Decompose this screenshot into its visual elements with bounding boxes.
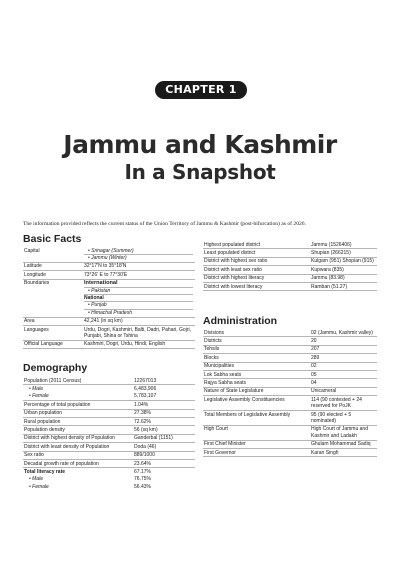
row-value: 114 (90 contested + 24 reserved for PoJK xyxy=(308,396,377,411)
row-value: 67.17% xyxy=(134,468,151,475)
national-himachal: • Himachal Pradesh xyxy=(88,309,132,316)
page-subtitle: In a Snapshot xyxy=(124,160,276,184)
row-value: 20 xyxy=(308,337,377,345)
boundaries-label: Boundaries xyxy=(23,279,81,317)
chapter-badge: CHAPTER 1 xyxy=(155,81,247,99)
demography-heading: Demography xyxy=(23,362,88,374)
demography-table xyxy=(23,377,195,490)
row-label: Latitude xyxy=(23,262,81,270)
table-row xyxy=(203,282,377,290)
row-value: Unicameral xyxy=(308,387,377,395)
row-label: Decadal growth rate of population xyxy=(23,459,131,467)
row-label: Population (2011 Census) xyxy=(23,377,131,385)
row-value: 76.75% xyxy=(134,476,151,483)
row-value: 05 xyxy=(308,370,377,378)
table-row xyxy=(203,266,377,274)
boundaries-values xyxy=(81,279,195,317)
table-row xyxy=(203,241,377,249)
table-row xyxy=(203,440,377,448)
row-value: 02 (Jammu, Kashmir valley) xyxy=(308,329,377,337)
table-row xyxy=(23,401,195,409)
row-label: Sex ratio xyxy=(23,451,131,459)
row-value: Kupwara (835) xyxy=(308,266,377,274)
row-value: 73°26' E to 77°30'E xyxy=(81,271,195,279)
table-row xyxy=(203,379,377,387)
table-row xyxy=(23,417,195,425)
row-value: 5,783,107 xyxy=(131,393,195,401)
row-value: 289 xyxy=(308,354,377,362)
table-row xyxy=(23,476,195,483)
row-value: Ganderbal (1151) xyxy=(131,434,195,442)
row-label: Languages xyxy=(23,325,81,340)
row-label: District with highest density of Population xyxy=(23,434,131,442)
row-label: Blocks xyxy=(203,354,308,362)
row-label: Divisions xyxy=(203,329,308,337)
row-label: Highest populated district xyxy=(203,241,308,249)
administration-table xyxy=(203,329,377,457)
table-row xyxy=(23,468,195,476)
table-row xyxy=(23,377,195,385)
table-row xyxy=(203,362,377,370)
row-value: Shupian (266215) xyxy=(308,249,377,257)
row-label: First Governor xyxy=(203,448,308,456)
row-label: District with lowest literacy xyxy=(203,282,308,290)
table-row xyxy=(23,325,195,340)
row-value: Ghulam Mohammad Sadiq xyxy=(308,440,377,448)
international-label: International xyxy=(84,280,193,287)
table-row xyxy=(23,262,195,270)
row-value: 04 xyxy=(308,379,377,387)
row-value: 12267013 xyxy=(131,377,195,385)
table-row xyxy=(203,329,377,337)
intro-text: The information provided reflects the current status of the Union Territory of Jammu & Kashmir (post-bifurcation) as of 2026. xyxy=(23,221,307,227)
row-value: 6,483,906 xyxy=(134,385,157,392)
row-label: District with least density of Population xyxy=(23,443,131,451)
row-value: Urdu, Dogri, Kashmiri, Balti, Dadri, Pahari, Gojri, Punjabi, Shina or Tshina xyxy=(81,325,195,340)
row-label: Tehsils xyxy=(203,345,308,353)
row-value: 56 (sq km) xyxy=(131,426,195,434)
page-title: Jammu and Kashmir xyxy=(63,130,337,159)
table-row xyxy=(23,483,195,490)
row-label: Rural population xyxy=(23,417,131,425)
row-value: 02 xyxy=(308,362,377,370)
table-row xyxy=(203,448,377,456)
row-label: Total Members of Legislative Assembly xyxy=(203,410,308,425)
row-label: Population density xyxy=(23,426,131,434)
table-row xyxy=(203,370,377,378)
row-value: 889/1000 xyxy=(131,451,195,459)
row-label: Area xyxy=(23,317,81,325)
row-value: Kashmiri, Dogri, Urdu, Hindi, English xyxy=(81,340,195,348)
table-row xyxy=(23,317,195,325)
table-row xyxy=(23,451,195,459)
row-label: Legislative Assembly Constituencies xyxy=(203,396,308,411)
row-value: 72.62% xyxy=(131,417,195,425)
row-value: Kulgam (951) Shopian (915) xyxy=(308,257,377,265)
row-label: • Female xyxy=(29,483,49,490)
row-label: District with highest sex ratio xyxy=(203,257,308,265)
row-label: Lok Sabha seats xyxy=(203,370,308,378)
row-value: 1.04% xyxy=(131,401,195,409)
table-row xyxy=(23,247,195,262)
administration-heading: Administration xyxy=(203,315,278,327)
row-label: Longitude xyxy=(23,271,81,279)
row-label: Rajya Sabha seats xyxy=(203,379,308,387)
row-label: District with highest literacy xyxy=(203,274,308,282)
row-label: District with least sex ratio xyxy=(203,266,308,274)
table-row xyxy=(203,345,377,353)
row-value: Karan Singh xyxy=(308,448,377,456)
national-punjab: • Punjab xyxy=(84,302,193,309)
capital-label: Capital xyxy=(23,247,81,262)
table-row xyxy=(23,409,195,417)
table-row xyxy=(203,249,377,257)
table-row xyxy=(203,410,377,425)
capital-values xyxy=(81,247,195,262)
capital-summer: • Srinagar (Summer) xyxy=(84,248,193,255)
row-value: 27.38% xyxy=(131,409,195,417)
row-label: • Male xyxy=(29,476,43,483)
row-label: Official Language xyxy=(23,340,81,348)
row-value: 95 (90 elected + 5 nominated) xyxy=(308,410,377,425)
table-row xyxy=(203,396,377,411)
table-row xyxy=(203,354,377,362)
row-label: Nature of State Legislature xyxy=(203,387,308,395)
basic-facts-heading: Basic Facts xyxy=(23,233,82,245)
table-row xyxy=(23,271,195,279)
table-row xyxy=(23,434,195,442)
row-value: Doda (46) xyxy=(131,443,195,451)
table-row xyxy=(203,257,377,265)
table-row xyxy=(203,425,377,440)
row-value: 42,241 (in sq km) xyxy=(81,317,195,325)
row-label: Least populated district xyxy=(203,249,308,257)
table-row xyxy=(23,340,195,348)
row-label: Urban population xyxy=(23,409,131,417)
row-label: High Court xyxy=(203,425,308,440)
row-value: 56.43% xyxy=(134,483,151,490)
row-value: 32°17'N to 35°18'N xyxy=(81,262,195,270)
basic-facts-table xyxy=(23,247,195,349)
national-label: National xyxy=(84,295,193,302)
international-pakistan: • Pakistan xyxy=(84,288,193,295)
row-label: Municipalities xyxy=(203,362,308,370)
table-row xyxy=(23,385,195,393)
row-value: Jammu (83.98) xyxy=(308,274,377,282)
row-value: 207 xyxy=(308,345,377,353)
row-label: Total literacy rate xyxy=(24,468,66,475)
table-row xyxy=(23,459,195,467)
table-row xyxy=(23,393,195,401)
table-row xyxy=(203,387,377,395)
row-value: Jammu (1526406) xyxy=(308,241,377,249)
row-value: High Court of Jammu and Kashmir and Ladakh xyxy=(308,425,377,440)
district-stats-table xyxy=(203,241,377,291)
table-row xyxy=(203,274,377,282)
row-label: • Male xyxy=(29,385,43,392)
table-row xyxy=(23,426,195,434)
row-label: Percentage of total population xyxy=(23,401,131,409)
table-row xyxy=(203,337,377,345)
row-label: First Chief Minister xyxy=(203,440,308,448)
capital-winter: • Jammu (Winter) xyxy=(88,255,127,261)
table-row xyxy=(23,443,195,451)
row-value: 23.64% xyxy=(131,459,195,467)
row-value: Ramban (51.27) xyxy=(308,282,377,290)
table-row xyxy=(23,279,195,317)
row-label: • Female xyxy=(23,393,131,401)
row-label: Districts xyxy=(203,337,308,345)
